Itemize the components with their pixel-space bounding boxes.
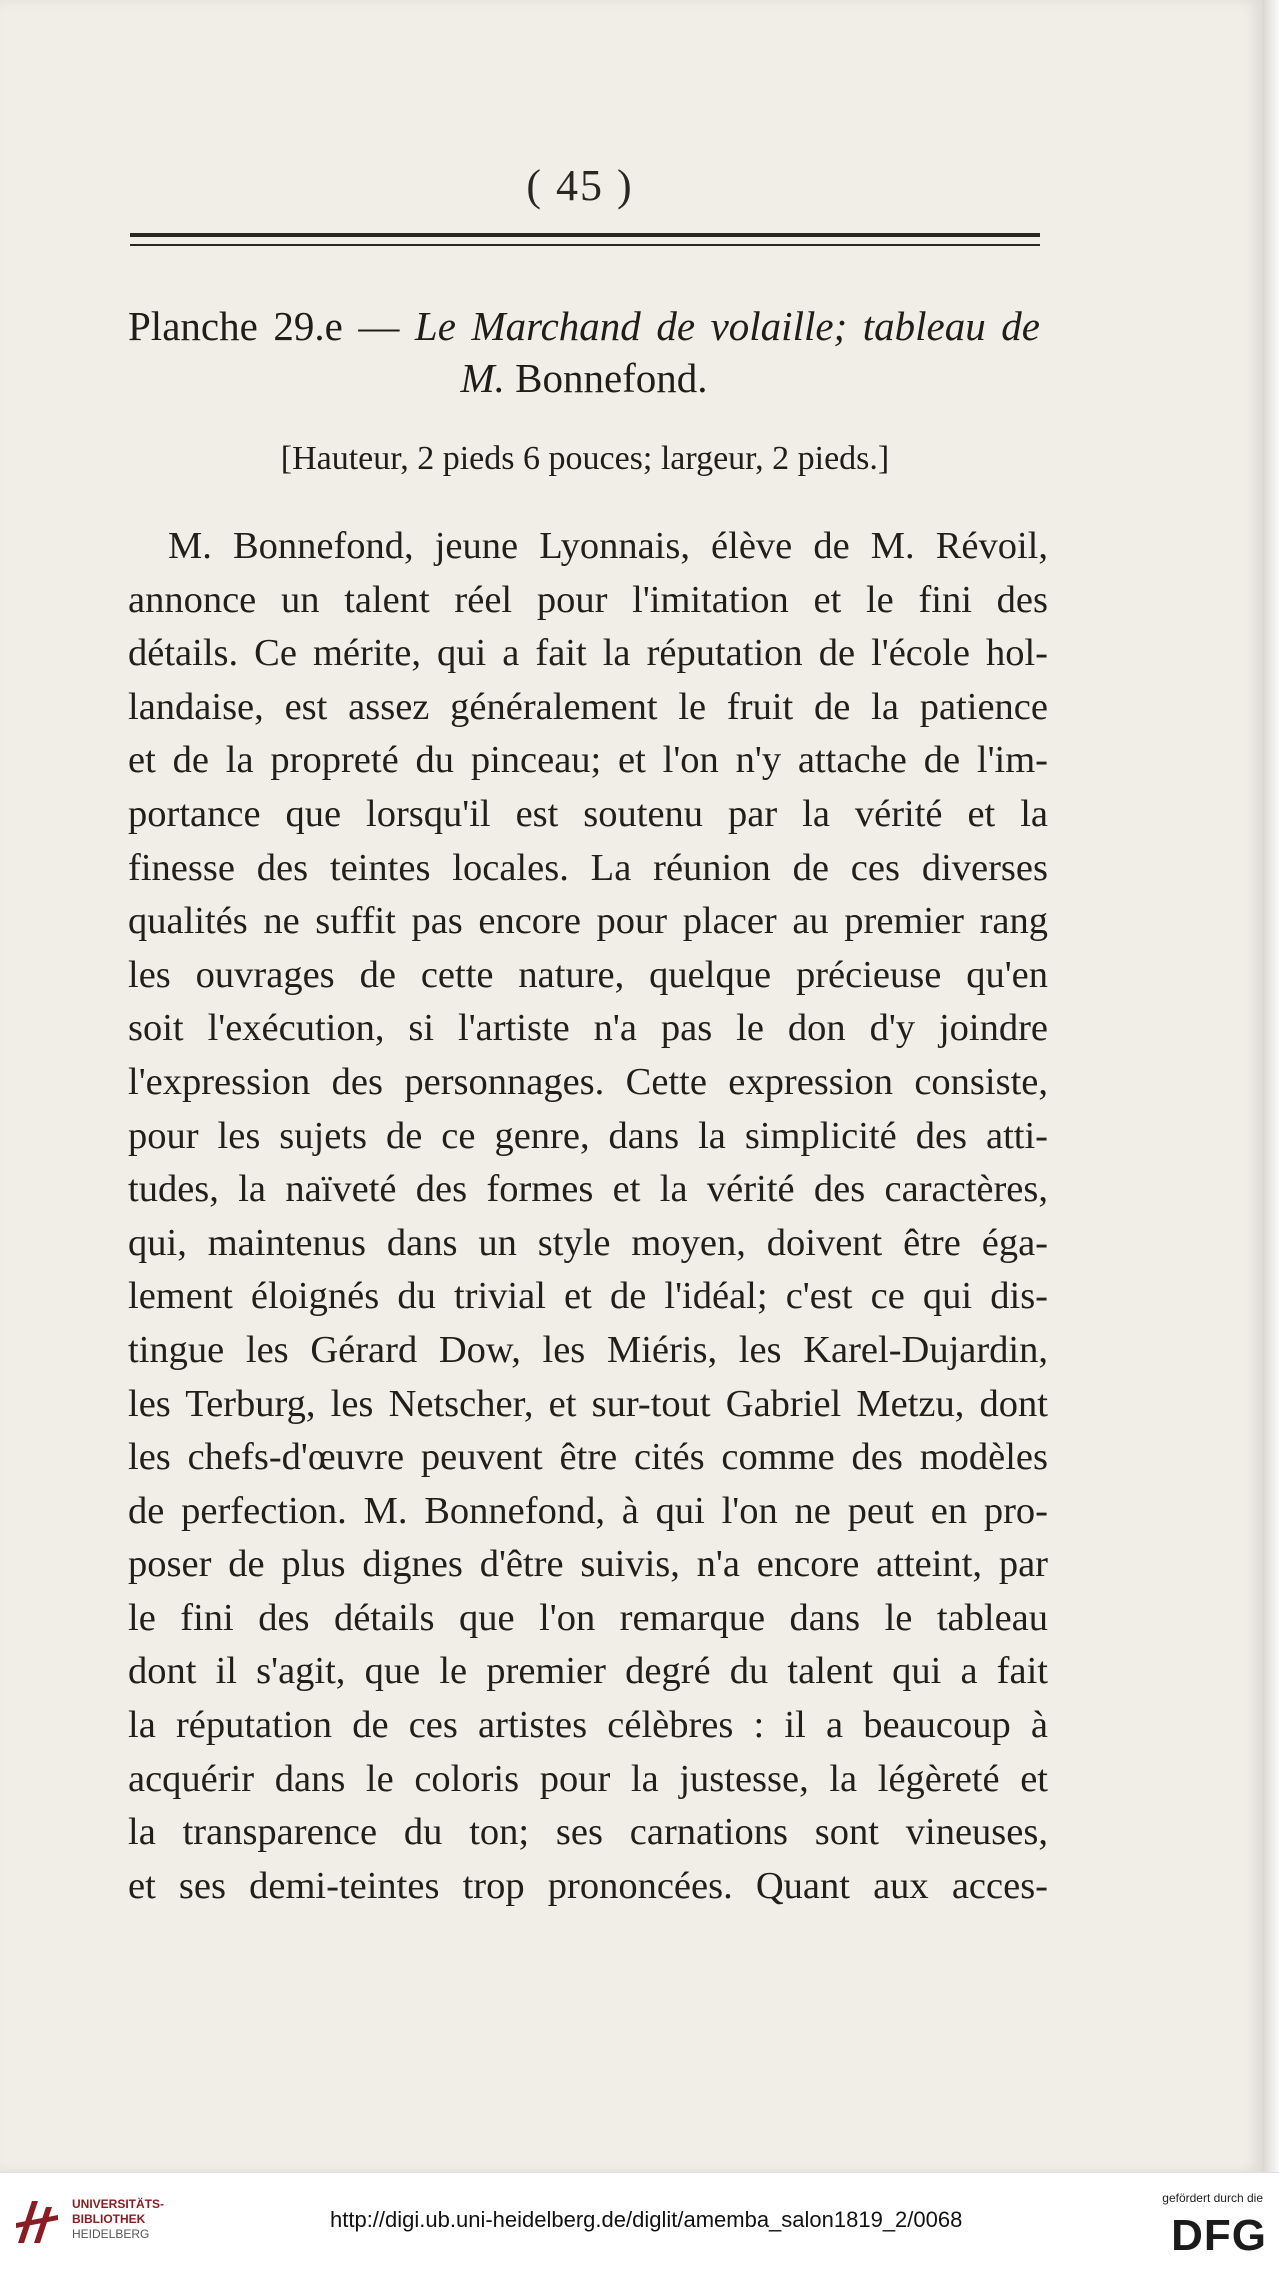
text-line: dont il s'agit, que le premier degré du talent qui a fait: [128, 1650, 1048, 1693]
body-paragraph: [128, 520, 1048, 1913]
funded-by-label: gefördert durch die: [1162, 2191, 1263, 2205]
text-line: landaise, est assez généralement le fruit de la patience: [128, 685, 1048, 728]
text-line: annonce un talent réel pour l'imitation et le fini des: [128, 578, 1048, 621]
plate-heading-line2: [128, 352, 1040, 404]
text-line: qui, maintenus dans un style moyen, doivent être éga-: [128, 1221, 1048, 1264]
text-line: poser de plus dignes d'être suivis, n'a encore atteint, par: [128, 1543, 1048, 1586]
plate-title: Le Marchand de volaille; tableau de: [414, 303, 1040, 349]
painting-dimensions: [Hauteur, 2 pieds 6 pouces; largeur, 2 pieds.]: [280, 440, 890, 477]
text-line: et de la propreté du pinceau; et l'on n'y attache de l'im-: [128, 739, 1048, 782]
text-line: et ses demi-teintes trop prononcées. Quant aux acces-: [128, 1864, 1048, 1907]
text-line: détails. Ce mérite, qui a fait la réputation de l'école hol-: [128, 632, 1048, 675]
text-line: les Terburg, les Netscher, et sur-tout Gabriel Metzu, dont: [128, 1382, 1048, 1425]
viewer-footer: [0, 2172, 1279, 2269]
text-line: le fini des détails que l'on remarque dans le tableau: [128, 1596, 1048, 1639]
text-line: acquérir dans le coloris pour la justesse, la légèreté et: [128, 1757, 1048, 1800]
text-line: lement éloignés du trivial et de l'idéal; c'est ce qui dis-: [128, 1275, 1048, 1318]
text-line: les ouvrages de cette nature, quelque précieuse qu'en: [128, 953, 1048, 996]
page-number: ( 45 ): [526, 161, 634, 210]
text-line: la réputation de ces artistes célèbres : il a beaucoup à: [128, 1704, 1048, 1747]
double-rule-bottom: [130, 244, 1040, 246]
permalink[interactable]: http://digi.ub.uni-heidelberg.de/diglit/amemba_salon1819_2/0068: [330, 2207, 963, 2232]
plate-heading: [128, 300, 1040, 404]
text-line: de perfection. M. Bonnefond, à qui l'on ne peut en pro-: [128, 1489, 1048, 1532]
text-line: les chefs-d'œuvre peuvent être cités comme des modèles: [128, 1436, 1048, 1479]
plate-author-initial: M.: [460, 355, 505, 401]
text-line: pour les sujets de ce genre, dans la simplicité des atti-: [128, 1114, 1048, 1157]
page-edge: [1262, 0, 1279, 2172]
text-line: soit l'exécution, si l'artiste n'a pas le don d'y joindre: [128, 1007, 1048, 1050]
text-line: la transparence du ton; ses carnations sont vineuses,: [128, 1811, 1048, 1854]
text-line: M. Bonnefond, jeune Lyonnais, élève de M. Révoil,: [168, 525, 1048, 567]
dfg-logo: DFG: [1171, 2211, 1267, 2260]
text-line: finesse des teintes locales. La réunion de ces diverses: [128, 846, 1048, 889]
plate-prefix: Planche 29.e —: [128, 303, 415, 349]
text-line: tingue les Gérard Dow, les Miéris, les Karel-Dujardin,: [128, 1328, 1048, 1371]
heidelberg-library-logo-icon: [12, 2193, 62, 2249]
text-line: portance que lorsqu'il est soutenu par la vérité et la: [128, 792, 1048, 835]
plate-heading-line1: [128, 300, 1040, 352]
double-rule-top: [130, 233, 1040, 237]
plate-author: Bonnefond.: [504, 355, 708, 401]
text-line: tudes, la naïveté des formes et la vérité des caractères,: [128, 1168, 1048, 1211]
library-name: UNIVERSITÄTS- BIBLIOTHEK HEIDELBERG: [72, 2197, 165, 2241]
text-line: l'expression des personnages. Cette expression consiste,: [128, 1060, 1048, 1103]
text-line: qualités ne suffit pas encore pour placer au premier rang: [128, 900, 1048, 943]
